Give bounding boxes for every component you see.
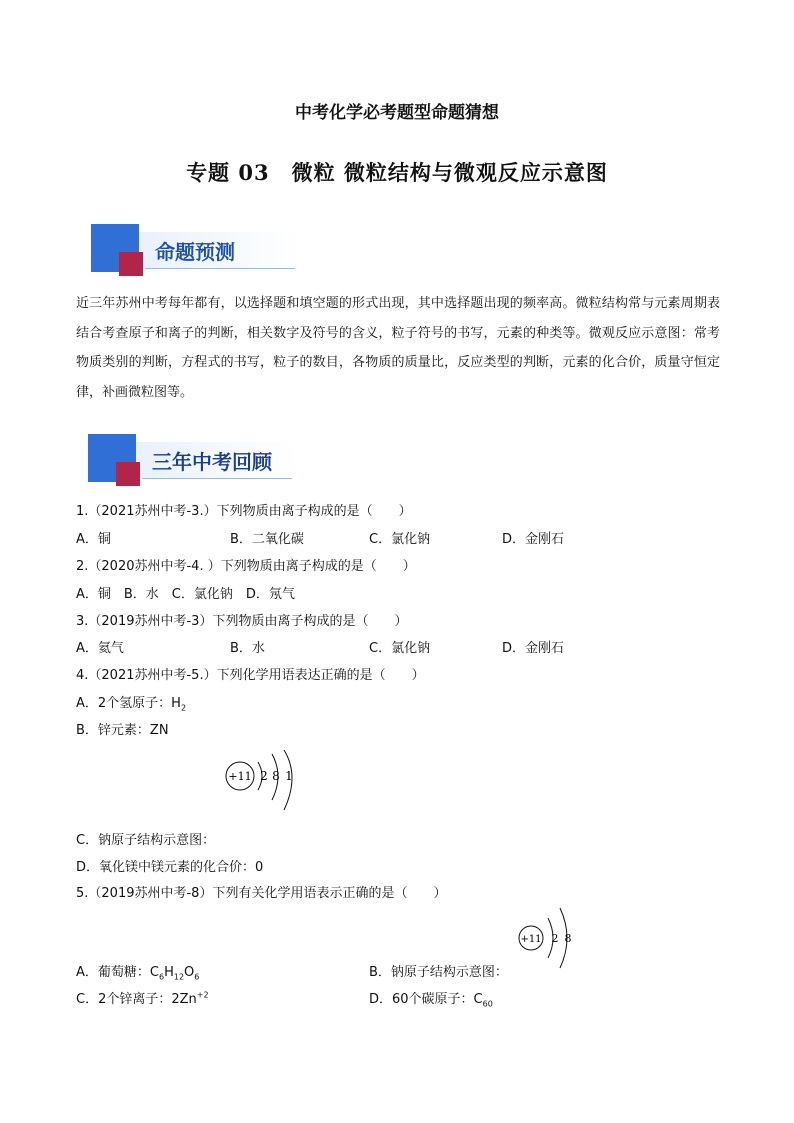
- topic-title: 专题 03 微粒 微粒结构与微观反应示意图: [186, 160, 608, 185]
- question-4-stem: 4.（2021苏州中考-5.）下列化学用语表达正确的是（ ）: [76, 668, 425, 683]
- q4-option-c: C．钠原子结构示意图：: [76, 833, 216, 848]
- shell-electrons-3: 1: [285, 769, 293, 783]
- q1-option-a: A．铜: [76, 532, 111, 547]
- q3-option-a: A．氦气: [76, 641, 124, 656]
- q5-option-a: A．葡萄糖：$C_6H_{12}O_6$: [76, 965, 200, 982]
- banner-underline: [145, 268, 295, 269]
- question-2-stem: 2.（2020苏州中考-4. ）下列物质由离子构成的是（ ）: [76, 559, 416, 574]
- q5-option-d: D．60个碳原子：$C_{60}$: [369, 992, 493, 1009]
- q1-option-d: D．金刚石: [502, 532, 565, 547]
- question-1-stem: 1.（2021苏州中考-3.）下列物质由离子构成的是（ ）: [76, 504, 412, 519]
- q3-option-d: D．金刚石: [502, 641, 565, 656]
- sodium-atom-diagram-q4: [222, 748, 302, 828]
- q3-option-c: C．氯化钠: [369, 641, 431, 656]
- shell-electrons-2: 8: [564, 932, 572, 945]
- document-title: 中考化学必考题型命题猜想: [295, 103, 499, 123]
- q5-option-b: B．钠原子结构示意图：: [369, 965, 508, 980]
- nucleus-charge: +11: [228, 770, 252, 783]
- banner-label: 命题预测: [155, 240, 235, 264]
- shell-electrons-1: 2: [551, 932, 559, 945]
- q4-option-a: A．2个氢原子：$H_2$: [76, 696, 187, 713]
- q2-options: A．铜 B．水 C．氯化钠 D．氖气: [76, 587, 295, 602]
- q4-option-b: B．锌元素：ZN: [76, 723, 169, 738]
- q3-option-b: B．水: [230, 641, 265, 656]
- q4-option-d: D．氧化镁中镁元素的化合价：0: [76, 860, 264, 875]
- q1-option-b: B．二氧化碳: [230, 532, 304, 547]
- question-5-stem: 5.（2019苏州中考-8）下列有关化学用语表示正确的是（ ）: [76, 886, 447, 901]
- q5-option-c: C．2个锌离子：$2Zn^{+2}$: [76, 990, 209, 1007]
- banner-label: 三年中考回顾: [152, 450, 272, 474]
- section-banner-prediction: [91, 224, 301, 280]
- shell-electrons-1: 2: [260, 769, 268, 783]
- sodium-atom-diagram-q5: [514, 904, 580, 970]
- banner-red-block: [116, 462, 140, 486]
- question-3-stem: 3.（2019苏州中考-3）下列物质由离子构成的是（ ）: [76, 614, 408, 629]
- shell-electrons-2: 8: [272, 769, 280, 783]
- banner-red-block: [119, 252, 143, 276]
- nucleus-charge: +11: [520, 934, 542, 945]
- intro-paragraph: 近三年苏州中考每年都有，以选择题和填空题的形式出现，其中选择题出现的频率高。微粒结构常与元素周期表结合考查原子和离子的判断，相关数字及符号的含义，粒子符号的书写，元素的种类等。微观反应示意图：常考物质类别的判断，方程式的书写，粒子的数目，各物质的质量比，反应类型的判断，元素的化合价，质量守恒定律，补画微粒图等。: [76, 296, 720, 400]
- banner-underline: [142, 478, 292, 479]
- section-banner-review: [88, 434, 298, 490]
- q1-option-c: C．氯化钠: [369, 532, 431, 547]
